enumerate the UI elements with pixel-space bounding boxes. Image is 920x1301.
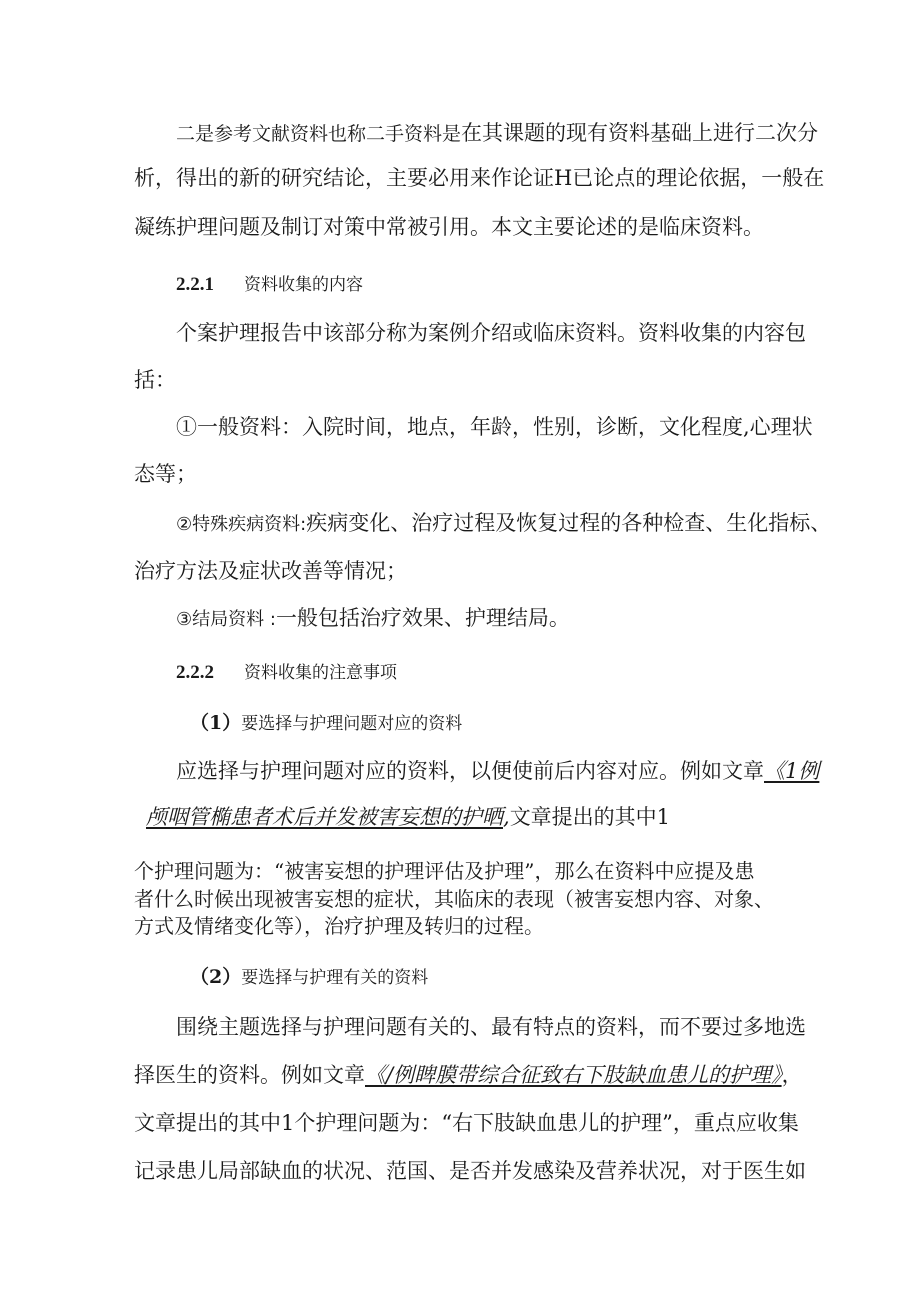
heading-2-2-2 bbox=[176, 656, 397, 688]
paragraph-1-line-2: 析，得出的新的研究结论，主要必用来作论证H已论点的理论依据，一般在 bbox=[134, 166, 825, 190]
paragraph-4-line-1: 围绕主题选择与护理问题有关的、最有特点的资料，而不要过多地选 bbox=[176, 1015, 806, 1039]
paragraph-3-line-1 bbox=[176, 756, 819, 786]
paragraph-3-line-3: 个护理问题为：“被害妄想的护理评估及护理”，那么在资料中应提及患 bbox=[134, 859, 755, 883]
list-item-3-lead: ③结局资料 : bbox=[176, 609, 276, 630]
list-item-1-line-2: 态等； bbox=[134, 462, 197, 486]
paragraph-3-line-5: 方式及情绪变化等），治疗护理及转归的过程。 bbox=[134, 914, 544, 938]
list-item-2-line-2: 治疗方法及症状改善等情况； bbox=[134, 559, 407, 583]
paragraph-1-lead: 二是参考文献资料也称二手资料是 bbox=[176, 123, 462, 145]
subheading-number: （2） bbox=[190, 966, 242, 988]
list-item-2-lead: ②特殊疾病资料: bbox=[176, 514, 307, 535]
article-title-1-start: 《1例 bbox=[764, 759, 820, 783]
paragraph-3-text-2: 文章提出的其中1 bbox=[509, 805, 671, 829]
list-item-2-line-1 bbox=[176, 508, 831, 540]
paragraph-2-line-1: 个案护理报告中该部分称为案例介绍或临床资料。资料收集的内容包 bbox=[176, 321, 806, 345]
subheading-number: （1） bbox=[190, 712, 242, 734]
paragraph-4-line-2 bbox=[134, 1060, 803, 1090]
article-title-1-end: 颅咽管椭患者术后并发被害妄想的护晒 bbox=[146, 805, 503, 829]
paragraph-3-line-4: 者什么时候出现被害妄想的症状，其临床的表现（被害妄想内容、对象、 bbox=[134, 887, 774, 911]
list-item-3-line-1 bbox=[176, 603, 570, 635]
paragraph-4-line-3: 文章提出的其中1个护理问题为：“右下肢缺血患儿的护理”，重点应收集 bbox=[134, 1111, 799, 1135]
paragraph-4-text: 择医生的资料。例如文章 bbox=[134, 1063, 365, 1087]
heading-title: 资料收集的内容 bbox=[244, 275, 363, 295]
heading-number: 2.2.1 bbox=[176, 274, 214, 295]
subheading-title: 要选择与护理问题对应的资料 bbox=[241, 714, 463, 734]
heading-2-2-1 bbox=[176, 268, 363, 300]
paragraph-4-line-4: 记录患儿局部缺血的状况、范国、是否并发感染及营养状况，对于医生如 bbox=[134, 1159, 806, 1183]
article-title-2: 《/例睥膜带综合征致右下肢缺血患儿的护理》 bbox=[365, 1063, 782, 1087]
list-item-1-line-1: ①一般资料：入院时间，地点，年龄，性别，诊断，文化程度,心理状 bbox=[176, 415, 813, 439]
list-item-3-rest: 一般包括治疗效果、护理结局。 bbox=[275, 606, 570, 630]
paragraph-4-comma: ， bbox=[781, 1063, 803, 1087]
subheading-1 bbox=[190, 707, 462, 739]
paragraph-3-text: 应选择与护理问题对应的资料，以便使前后内容对应。例如文章 bbox=[176, 759, 764, 783]
heading-number: 2.2.2 bbox=[176, 662, 214, 683]
list-item-2-rest: 疾病变化、治疗过程及恢复过程的各种检查、生化指标、 bbox=[306, 511, 832, 535]
paragraph-2-line-2: 括： bbox=[134, 368, 176, 392]
paragraph-1-rest: 在其课题的现有资料基础上进行二次分 bbox=[461, 121, 819, 145]
subheading-title: 要选择与护理有关的资料 bbox=[241, 968, 429, 988]
paragraph-1-line-3: 凝练护理问题及制订对策中常被引用。本文主要论述的是临床资料。 bbox=[134, 215, 764, 239]
paragraph-3-line-2: 颅咽管椭患者术后并发被害妄想的护晒,文章提出的其中1 bbox=[146, 805, 671, 829]
heading-title: 资料收集的注意事项 bbox=[244, 663, 397, 683]
subheading-2 bbox=[190, 961, 428, 993]
paragraph-1-line-1 bbox=[176, 118, 818, 149]
